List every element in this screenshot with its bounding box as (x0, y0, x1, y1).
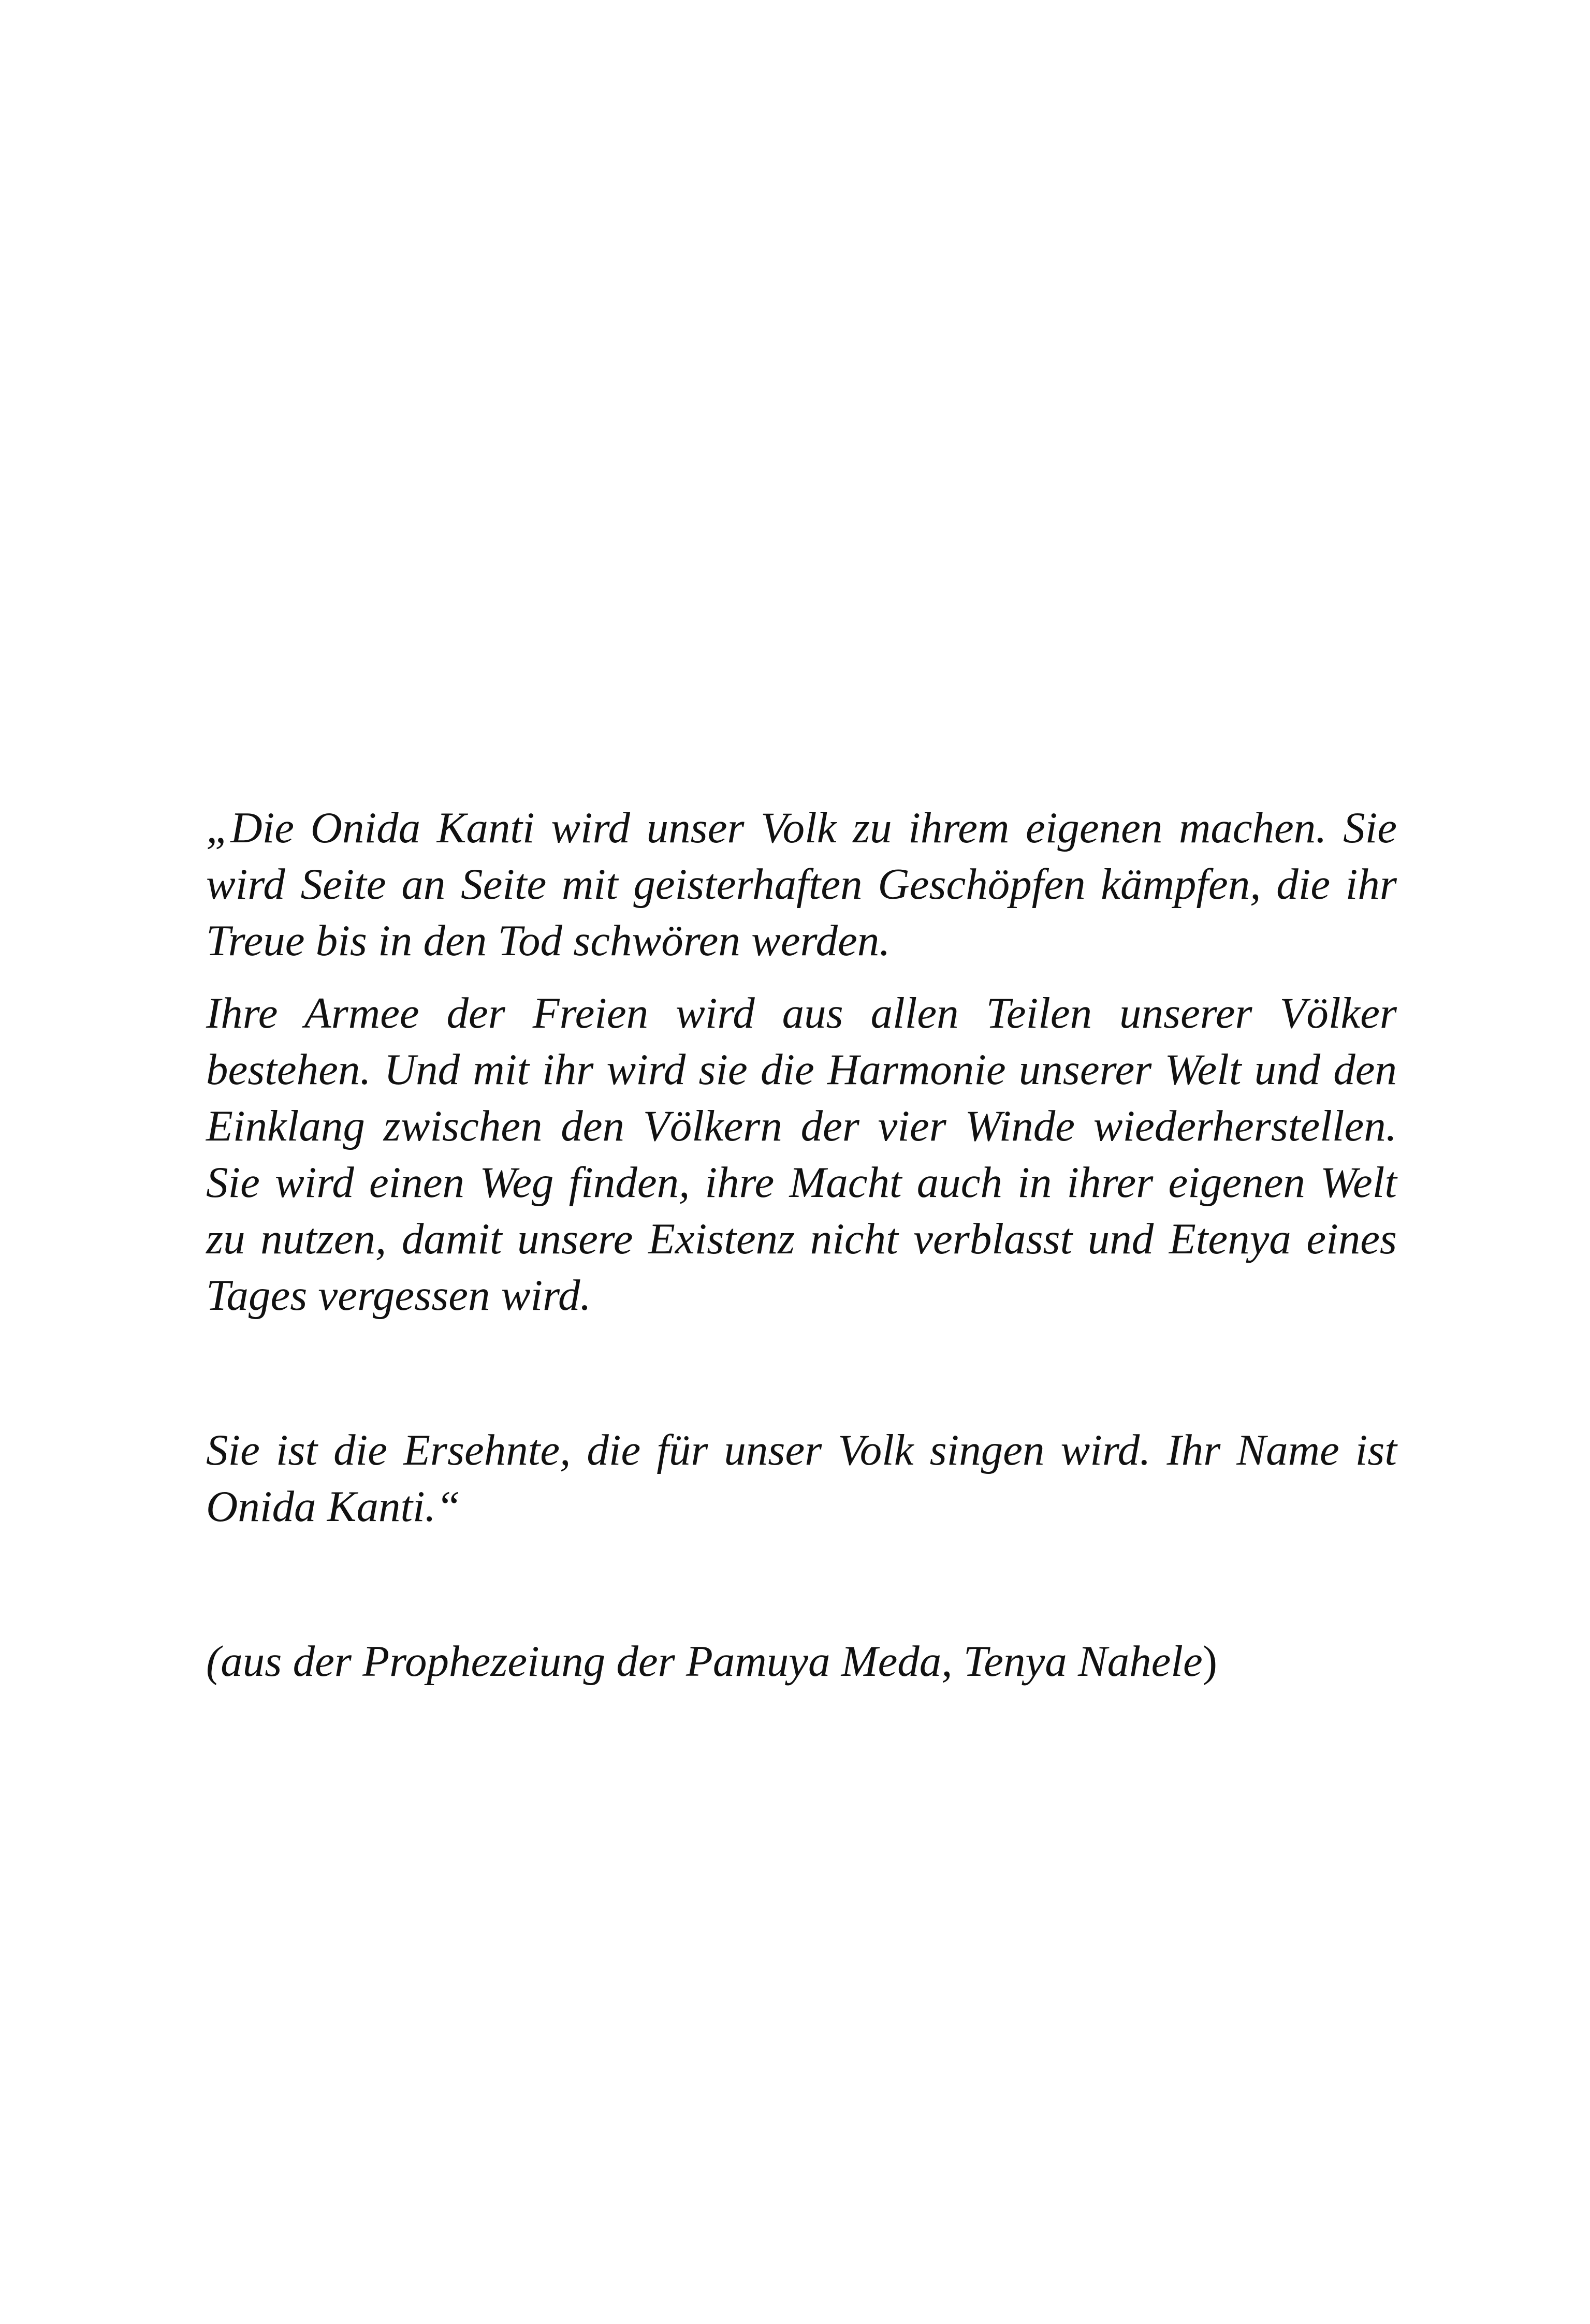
quote-paragraph-1: „Die Onida Kanti wird unser Volk zu ihrem eigenen machen. Sie wird Seite an Seite mit geisterhaften Geschöpfen kämpfen, die ihr Treue bis in den Tod schwören werden. (206, 803, 1397, 965)
quote-paragraph-2: Ihre Armee der Freien wird aus allen Teilen unserer Völker bestehen. Und mit ihr wird sie die Harmonie unserer Welt und den Einklang zwischen den Völkern der vier Winde wiederherstellen. Sie wird einen Weg finden, ihre Macht auch in ihrer eigenen Welt zu nutzen, damit unsere Existenz nicht verblasst und Etenya eines Tages vergessen wird. (206, 989, 1397, 1320)
attribution-closing-paren: ) (1202, 1637, 1218, 1686)
quote-paragraph-3: Sie ist die Ersehnte, die für unser Volk singen wird. Ihr Name ist Onida Kanti.“ (206, 1426, 1397, 1531)
prophecy-quote (206, 800, 1397, 1690)
quote-attribution (206, 1633, 1397, 1690)
attribution-text: (aus der Prophezeiung der Pamuya Meda, Tenya Nahele (206, 1637, 1203, 1686)
